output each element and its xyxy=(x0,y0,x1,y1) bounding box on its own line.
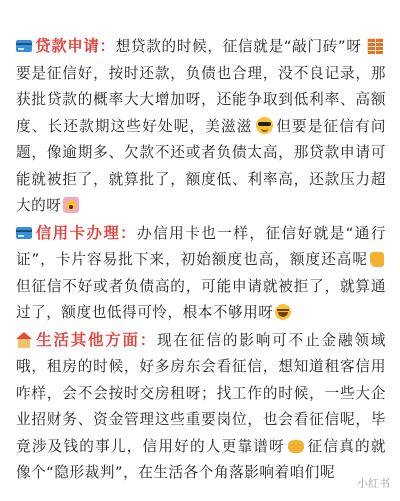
section-text: 征信真的就像个“隐形裁判”，在生活各个角落影响着咱们呢 xyxy=(16,437,386,481)
thumbs-up-icon xyxy=(370,252,384,267)
section-text: 现在征信的影响可不止金融领域哦，租房的时候，好多房东会看征信，想知道租客信用咋样，会不会按时交房租呀；找工作的时候，一些大企业招财务、资金管理这些重要岗位，也会看征信呢，毕竟涉及钱的事儿，信用好的人更靠谱呀 xyxy=(16,331,387,455)
section-life-paragraph xyxy=(16,327,386,487)
section-text: 想贷款的时候，征信就是“敲门砖”呀 xyxy=(115,38,362,55)
section-heading: 生活其他方面： xyxy=(35,330,158,349)
section-loan xyxy=(16,33,386,220)
section-credit-card xyxy=(16,220,386,327)
section-text: 但征信不好或者负债高的，可能申请就被拒了，就算通过了，额度也低得可怜，根本不够用呀 xyxy=(16,277,386,321)
credit-card-icon xyxy=(16,40,32,52)
screaming-face-icon xyxy=(63,197,79,213)
section-text: 要是征信好，按时还款，负债也合理，没不良记录，那获批贷款的概率大大增加呀，还能争取到低利率、高额度、长还款期这些好处呢，美滋滋 xyxy=(16,64,386,135)
house-icon xyxy=(16,332,32,348)
brick-icon xyxy=(367,38,383,54)
watermark: 小红书 xyxy=(357,477,390,490)
sunglasses-face-icon xyxy=(256,117,273,134)
section-heading: 贷款申请： xyxy=(35,37,116,55)
credit-card-icon xyxy=(16,227,32,239)
section-text: 但要是征信有问题，像逾期多、欠款不还或者负债太高，那贷款申请可能就被拒了，就算批了，额度低、利率高，还款压力超大的呀 xyxy=(16,117,386,214)
section-life xyxy=(16,327,386,487)
section-credit-card-paragraph xyxy=(16,220,386,327)
handshake-icon xyxy=(288,440,304,453)
laughing-face-icon xyxy=(275,304,291,320)
section-heading: 信用卡办理： xyxy=(35,223,138,242)
section-text: 办信用卡也一样，征信好就是“通行证”，卡片容易批下来，初始额度也高，额度还高呢 xyxy=(16,224,386,268)
section-loan-paragraph xyxy=(16,33,386,220)
